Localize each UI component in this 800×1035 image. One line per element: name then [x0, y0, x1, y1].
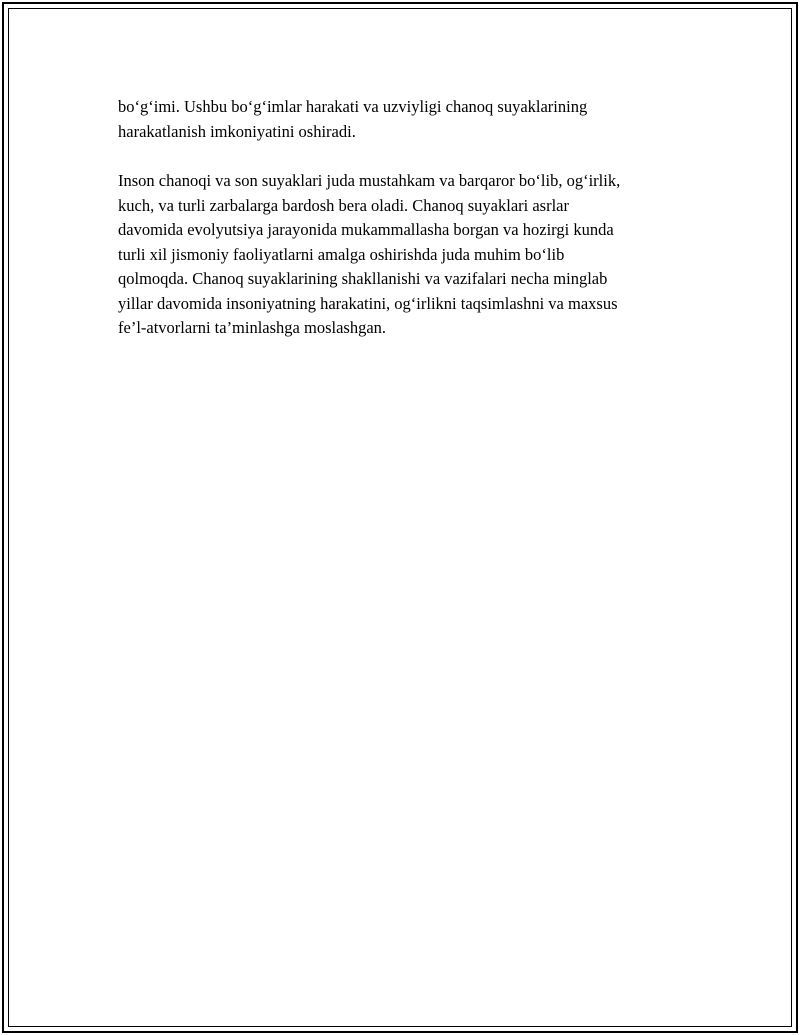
text-line: bo‘g‘imi. Ushbu bo‘g‘imlar harakati va uzviyligi chanoq suyaklarining — [118, 97, 588, 116]
text-line: fe’l-atvorlarni ta’minlashga moslashgan. — [118, 318, 387, 337]
text-line: kuch, va turli zarbalarga bardosh bera oladi. Chanoq suyaklari asrlar — [118, 195, 569, 215]
text-line: qolmoqda. Chanoq suyaklarining shakllanishi va vazifalari necha minglab — [118, 269, 608, 288]
document-body — [118, 95, 688, 341]
text-line: harakatlanish imkoniyatini oshiradi. — [118, 121, 356, 141]
paragraph-2 — [118, 169, 688, 341]
text-line: yillar davomida insoniyatning harakatini, og‘irlikni taqsimlashni va maxsus — [118, 293, 618, 313]
paragraph-1 — [118, 95, 688, 144]
text-line: davomida evolyutsiya jarayonida mukammallasha borgan va hozirgi kunda — [118, 220, 614, 239]
text-line: turli xil jismoniy faoliyatlarni amalga oshirishda juda muhim bo‘lib — [118, 244, 565, 264]
text-line: Inson chanoqi va son suyaklari juda mustahkam va barqaror bo‘lib, og‘irlik, — [118, 171, 621, 190]
